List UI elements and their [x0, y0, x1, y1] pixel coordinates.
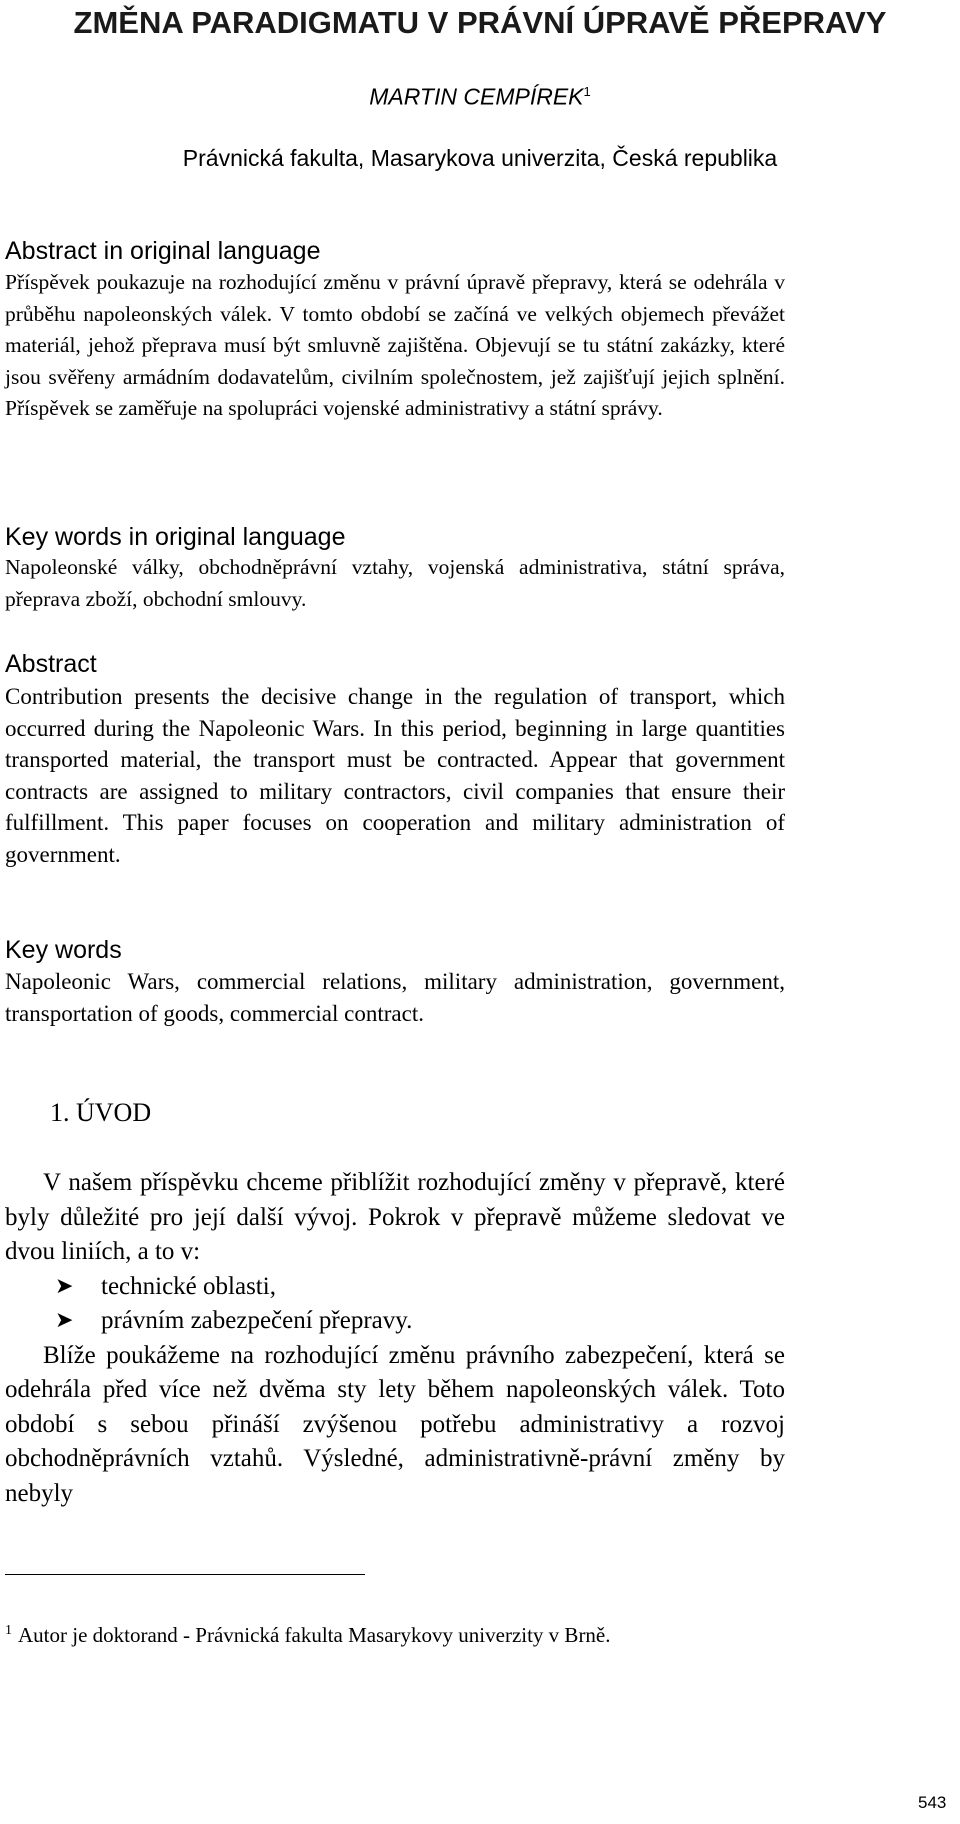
- abstract-en-heading: Abstract: [5, 650, 97, 678]
- bullet-text: právním zabezpečení přepravy.: [101, 1307, 413, 1334]
- section-continuation-paragraph: Blíže poukážeme na rozhodující změnu právního zabezpečení, která se odehrála před více než dvěma sty lety během napoleonských válek. Toto období s sebou přináší zvýšenou potřebu administrativy a rozvoj obchodněprávních vztahů. Výsledné, administrativně-právní změny by nebyly: [5, 1341, 785, 1507]
- keywords-original-heading: Key words in original language: [5, 523, 346, 551]
- footnote-text: Autor je doktorand - Právnická fakulta Masarykovy univerzity v Brně.: [18, 1623, 611, 1647]
- page-number: 543: [918, 1793, 947, 1812]
- arrowhead-bullet-icon: ➤: [55, 1308, 74, 1333]
- list-item: [5, 1304, 785, 1339]
- keywords-en-heading: Key words: [5, 936, 122, 964]
- bullet-text: technické oblasti,: [101, 1272, 276, 1300]
- abstract-original-text: Příspěvek poukazuje na rozhodující změnu v právní úpravě přepravy, která se odehrála v průběhu napoleonských válek. V tomto období se začíná ve velkých objemech převážet materiál, jehož přeprava musí být smluvně zajištěna. Objevují se tu státní zakázky, které jsou svěřeny armádním dodavatelům, civilním společnostem, jež zajišťují jejich splnění. Příspěvek se zaměřuje na spolupráci vojenské administrativy a státní správy.: [5, 270, 785, 420]
- author-name: MARTIN CEMPÍREK: [369, 83, 584, 110]
- abstract-original-heading: Abstract in original language: [5, 237, 321, 265]
- keywords-en-text: Napoleonic Wars, commercial relations, military administration, government, transportation of goods, commercial contract.: [5, 969, 785, 1026]
- footnote-divider: [5, 1574, 365, 1575]
- author-line: [0, 78, 960, 111]
- paper-title: ZMĚNA PARADIGMATU V PRÁVNÍ ÚPRAVĚ PŘEPRAVY: [73, 5, 887, 40]
- section-intro-paragraph: V našem příspěvku chceme přiblížit rozhodující změny v přepravě, které byly důležité pro její další vývoj. Pokrok v přepravě můžeme sledovat ve dvou liniích, a to v:: [5, 1169, 785, 1265]
- arrowhead-bullet-icon: ➤: [55, 1273, 74, 1299]
- author-footnote-mark: 1: [583, 84, 591, 99]
- list-item: [5, 1270, 785, 1305]
- bullet-list: [5, 1270, 785, 1339]
- footnote: [5, 1617, 611, 1649]
- affiliation: Právnická fakulta, Masarykova univerzita, Česká republika: [182, 145, 778, 171]
- keywords-original-text: Napoleonské války, obchodněprávní vztahy, vojenská administrativa, státní správa, přeprava zboží, obchodní smlouvy.: [5, 555, 785, 611]
- section-heading-uvod: 1. ÚVOD: [50, 1098, 152, 1127]
- section-body: [5, 1166, 785, 1511]
- footnote-mark: 1: [5, 1623, 12, 1638]
- abstract-en-text: Contribution presents the decisive change in the regulation of transport, which occurred during the Napoleonic Wars. In this period, beginning in large quantities transported material, the transport must be contracted. Appear that government contracts are assigned to military contractors, civil companies that ensure their fulfillment. This paper focuses on cooperation and military administration of government.: [5, 684, 785, 867]
